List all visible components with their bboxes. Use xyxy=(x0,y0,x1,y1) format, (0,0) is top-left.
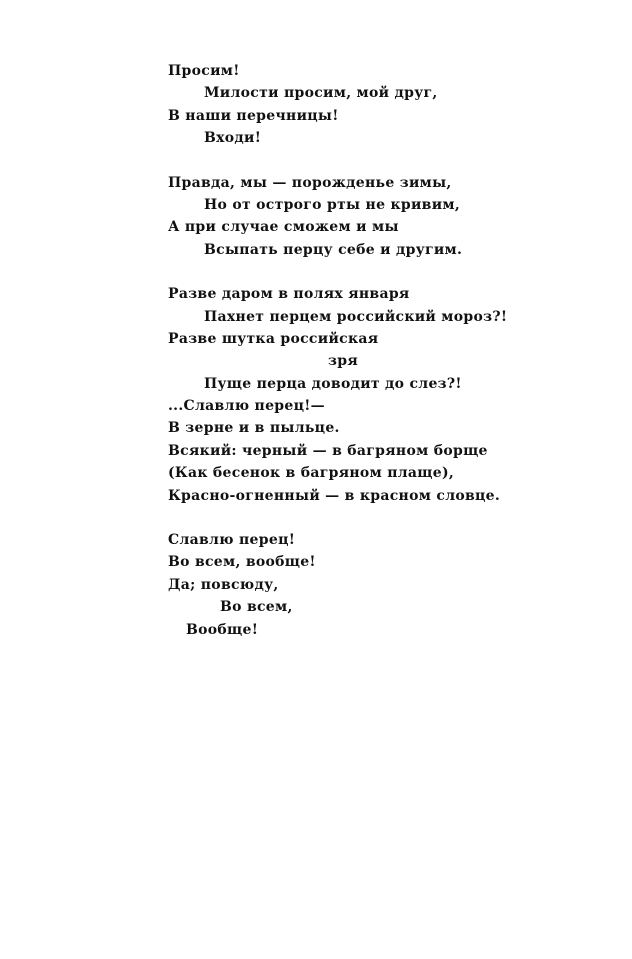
poem-line: Правда, мы — порожденье зимы, xyxy=(168,174,452,191)
poem-line: Всякий: черный — в багряном борще xyxy=(168,442,488,459)
poem-line: Но от острого рты не кривим, xyxy=(204,196,461,213)
poem-line: Во всем, xyxy=(220,599,293,616)
poem-line: ...Славлю перец!— xyxy=(168,398,325,415)
poem-line: зря xyxy=(328,353,358,370)
stanza-2 xyxy=(168,172,608,262)
poem-line: Просим! xyxy=(168,63,240,79)
poem-line: Во всем, вообще! xyxy=(168,554,316,571)
stanza-gap xyxy=(168,507,608,529)
poem-line: В зерне и в пыльце. xyxy=(168,420,340,437)
poem-line: Красно-огненный — в красном словце. xyxy=(168,487,501,504)
poem-line: (Как бесенок в багряном плаще), xyxy=(168,465,455,482)
stanza-gap xyxy=(168,261,608,283)
stanza-4 xyxy=(168,529,608,641)
poem-line: Всыпать перцу себе и другим. xyxy=(204,241,463,258)
poem-line: В наши перечницы! xyxy=(168,107,339,124)
stanza-1 xyxy=(168,60,608,150)
poem-line: Да; повсюду, xyxy=(168,576,279,593)
poem-line: Входи! xyxy=(204,130,262,147)
poem-line: Пуще перца доводит до слез?! xyxy=(204,375,462,392)
poem-line: Милости просим, мой друг, xyxy=(204,85,438,102)
poem-text xyxy=(168,60,608,641)
poem-line: Славлю перец! xyxy=(168,532,296,549)
poem-line: Пахнет перцем российский мороз?! xyxy=(204,308,508,325)
poem-line: Разве шутка российская xyxy=(168,330,379,347)
stanza-3 xyxy=(168,283,608,507)
poem-line: Разве даром в полях января xyxy=(168,286,410,303)
stanza-gap xyxy=(168,150,608,172)
poem-line: А при случае сможем и мы xyxy=(168,219,399,236)
poem-line: Вообще! xyxy=(186,621,259,638)
